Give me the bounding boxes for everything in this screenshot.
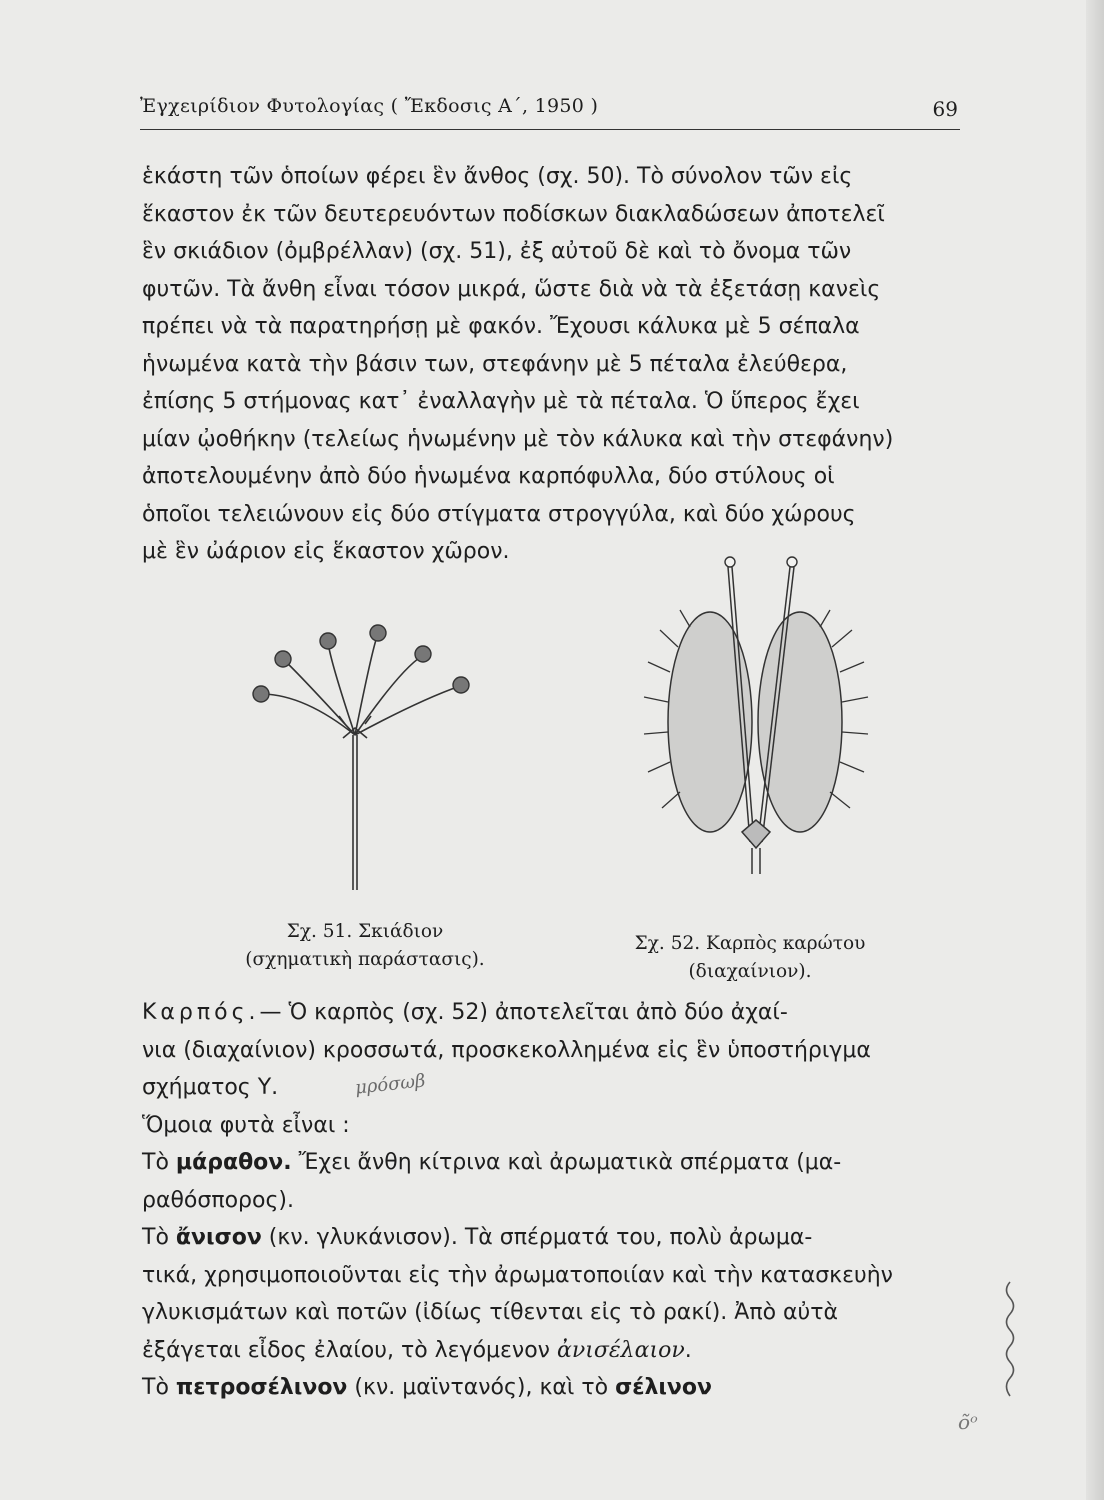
text-line: ἀποτελουμένην ἀπὸ δύο ἡνωμένα καρπόφυλλα, δύο στύλους οἱ	[142, 464, 835, 489]
text-fragment: Ἔχει ἄνθη κίτρινα καὶ ἀρωματικὰ σπέρματα (μα-	[291, 1150, 842, 1175]
text-line: πρέπει νὰ τὰ παρατηρήσῃ μὲ φακόν. Ἔχουσι κάλυκα μὲ 5 σέπαλα	[142, 314, 860, 339]
text-line: σχήματος Υ.	[142, 1075, 279, 1100]
text-line: ραθόσπορος).	[142, 1187, 294, 1213]
page-number: 69	[932, 97, 958, 121]
text-line: ἑκάστη τῶν ὁποίων φέρει ἓν ἄνθος (σχ. 50). Τὸ σύνολον τῶν εἰς	[142, 164, 853, 189]
text-fragment: .	[684, 1337, 692, 1363]
text-line: ἓν σκιάδιον (ὀμβρέλλαν) (σχ. 51), ἐξ αὐτοῦ δὲ καὶ τὸ ὄνομα τῶν	[142, 239, 852, 264]
caption-subtitle: (διαχαίνιον).	[688, 961, 812, 982]
paragraph-fruit-and-relatives	[142, 994, 960, 1407]
corner-scribble: ο̃ᵒ	[958, 1410, 978, 1434]
section-term: Καρπός.	[142, 1000, 260, 1025]
handwritten-note: μρόσωβ	[354, 1070, 427, 1099]
page-edge	[1086, 0, 1104, 1500]
margin-squiggle	[995, 1280, 1025, 1400]
text-fragment: Τὸ	[142, 1375, 176, 1400]
text-fragment: (κν. γλυκάνισον). Τὰ σπέρματά του, πολὺ ἀρωμα-	[261, 1225, 813, 1250]
plant-name: ἄνισον	[175, 1225, 262, 1250]
text-line	[142, 1144, 960, 1182]
figure-51-caption	[230, 918, 500, 974]
text-line	[142, 1369, 960, 1407]
plant-name: πετροσέλινον	[175, 1375, 348, 1400]
header-title: Ἐγχειρίδιον Φυτολογίας ( Ἔκδοσις Α΄, 1950 )	[140, 95, 599, 117]
text-line: νια (διαχαίνιον) κροσσωτά, προσκεκολλημένα εἰς ἓν ὑποστήριγμα	[142, 1037, 871, 1063]
italic-term: ἀνισέλαιον	[556, 1337, 685, 1363]
carrot-fruit-illustration	[640, 552, 880, 882]
caption-title: Σχ. 51. Σκιάδιον	[286, 921, 444, 942]
text-line	[142, 1219, 960, 1257]
text-line: ἡνωμένα κατὰ τὴν βάσιν των, στεφάνην μὲ 5 πέταλα ἐλεύθερα,	[142, 351, 848, 377]
plant-name: σέλινον	[615, 1375, 713, 1400]
text-fragment: — Ὁ καρπὸς (σχ. 52) ἀποτελεῖται ἀπὸ δύο ἀχαί-	[259, 1000, 788, 1025]
text-line: μίαν ᾠοθήκην (τελείως ἡνωμένην μὲ τὸν κάλυκα καὶ τὴν στεφάνην)	[142, 426, 894, 452]
plant-name: μάραθον.	[175, 1150, 292, 1175]
text-line	[142, 1332, 960, 1370]
text-line: μὲ ἓν ὠάριον εἰς ἕκαστον χῶρον.	[142, 539, 510, 564]
text-fragment: ἐξάγεται εἶδος ἐλαίου, τὸ λεγόμενον	[142, 1337, 557, 1363]
text-fragment: Τὸ	[142, 1225, 176, 1250]
text-line: ἐπίσης 5 στήμονας κατ᾿ ἐναλλαγὴν μὲ τὰ πέταλα. Ὁ ὕπερος ἔχει	[142, 389, 860, 414]
text-line: Ὅμοια φυτὰ εἶναι :	[142, 1112, 350, 1138]
text-line	[142, 994, 960, 1032]
text-fragment: (κν. μαϊντανός), καὶ τὸ	[347, 1375, 616, 1400]
running-header	[140, 93, 960, 130]
figure-52-caption	[600, 930, 900, 986]
text-line: ὁποῖοι τελειώνουν εἰς δύο στίγματα στρογγύλα, καὶ δύο χώρους	[142, 501, 856, 527]
text-fragment: Τὸ	[142, 1150, 176, 1175]
text-line: γλυκισμάτων καὶ ποτῶν (ἰδίως τίθενται εἰς τὸ ρακί). Ἀπὸ αὐτὰ	[142, 1300, 839, 1325]
text-line: ἕκαστον ἐκ τῶν δευτερευόντων ποδίσκων διακλαδώσεων ἀποτελεῖ	[142, 201, 885, 227]
paragraph-description	[142, 158, 960, 571]
text-line: τικά, χρησιμοποιοῦνται εἰς τὴν ἀρωματοποιίαν καὶ τὴν κατασκευὴν	[142, 1262, 893, 1288]
text-line: φυτῶν. Τὰ ἄνθη εἶναι τόσον μικρά, ὥστε διὰ νὰ τὰ ἐξετάσῃ κανεὶς	[142, 276, 881, 302]
caption-title: Σχ. 52. Καρπὸς καρώτου	[634, 933, 866, 954]
umbel-illustration	[245, 620, 485, 900]
caption-subtitle: (σχηματικὴ παράστασις).	[245, 949, 485, 970]
